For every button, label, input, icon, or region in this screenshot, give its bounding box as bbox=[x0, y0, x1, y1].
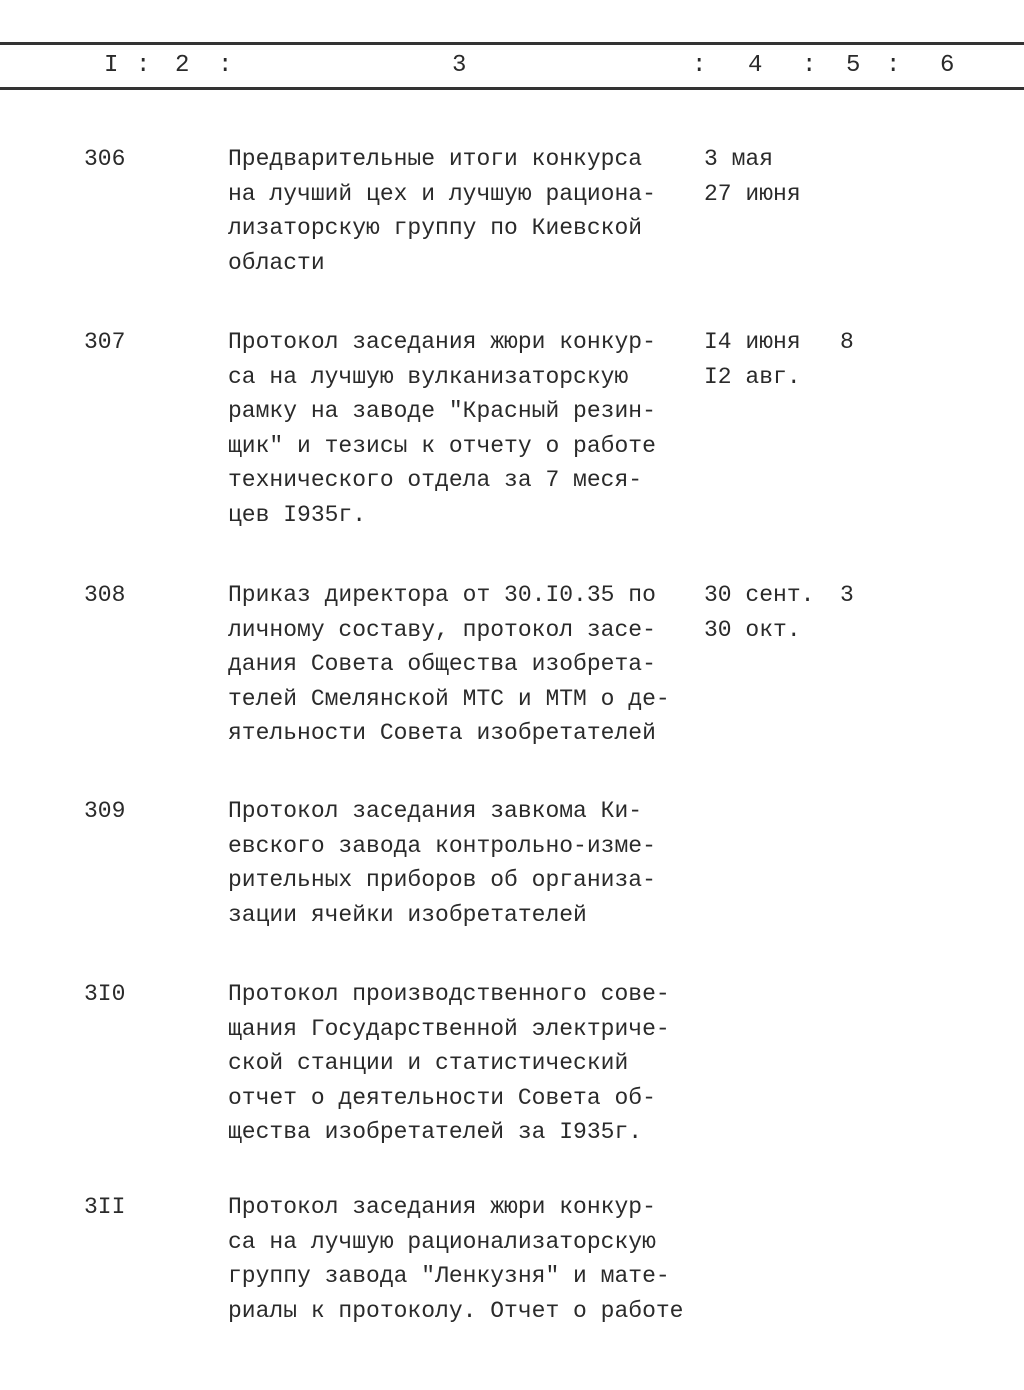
description-line: рительных приборов об организа- bbox=[228, 867, 656, 893]
entry-number: 3I0 bbox=[84, 981, 126, 1007]
description-line: ятельности Совета изобретателей bbox=[228, 720, 656, 746]
column-header-4: 4 bbox=[748, 52, 763, 79]
date-line: 30 окт. bbox=[704, 616, 801, 643]
entry-description bbox=[228, 142, 656, 280]
entry-dates bbox=[704, 578, 814, 647]
description-line: Протокол заседания жюри конкур- bbox=[228, 329, 656, 355]
description-line: цев I935г. bbox=[228, 501, 367, 528]
entry-description bbox=[228, 1190, 683, 1328]
description-line: Протокол заседания жюри конкур- bbox=[228, 1194, 656, 1220]
description-line: зации ячейки изобретателей bbox=[228, 901, 587, 928]
description-line: щества изобретателей за I935г. bbox=[228, 1119, 643, 1145]
date-line: 27 июня bbox=[704, 180, 801, 207]
column-header-5: 5 bbox=[846, 52, 861, 79]
description-line: щик" и тезисы к отчету о работе bbox=[228, 432, 656, 459]
description-line: дания Совета общества изобрета- bbox=[228, 651, 656, 677]
description-line: группу завода "Ленкузня" и мате- bbox=[228, 1263, 670, 1289]
column-separator: : bbox=[218, 52, 233, 79]
entry-sheet-count: 8 bbox=[840, 329, 854, 355]
description-line: риалы к протоколу. Отчет о работе bbox=[228, 1297, 684, 1324]
description-line: ской станции и статистический bbox=[228, 1050, 629, 1076]
entry-description bbox=[228, 325, 656, 532]
header-bottom-rule bbox=[0, 87, 1024, 90]
column-separator: : bbox=[692, 52, 707, 79]
entry-dates bbox=[704, 142, 801, 211]
date-line: I2 авг. bbox=[704, 363, 801, 390]
column-header-2: 2 bbox=[175, 52, 190, 79]
description-line: области bbox=[228, 249, 325, 276]
header-top-rule bbox=[0, 42, 1024, 45]
description-line: Протокол заседания завкома Ки- bbox=[228, 798, 643, 824]
column-separator: : bbox=[802, 52, 817, 79]
entry-number: 309 bbox=[84, 798, 126, 824]
entry-sheet-count: 3 bbox=[840, 582, 854, 608]
description-line: Предварительные итоги конкурса bbox=[228, 146, 643, 172]
description-line: технического отдела за 7 меся- bbox=[228, 467, 643, 493]
description-line: евского завода контрольно-изме- bbox=[228, 832, 656, 859]
column-separator: : bbox=[886, 52, 901, 79]
date-line: 3 мая bbox=[704, 146, 774, 172]
column-header-1: I bbox=[104, 52, 119, 79]
description-line: телей Смелянской МТС и МТМ о де- bbox=[228, 685, 670, 712]
entry-number: 3II bbox=[84, 1194, 126, 1220]
description-line: са на лучшую вулканизаторскую bbox=[228, 363, 629, 390]
description-line: отчет о деятельности Совета об- bbox=[228, 1084, 656, 1111]
entry-number: 308 bbox=[84, 582, 126, 608]
entry-number: 307 bbox=[84, 329, 126, 355]
description-line: са на лучшую рационализаторскую bbox=[228, 1228, 656, 1255]
description-line: рамку на заводе "Красный резин- bbox=[228, 398, 656, 424]
description-line: Протокол производственного сове- bbox=[228, 981, 670, 1007]
date-line: 30 сент. bbox=[704, 582, 815, 608]
column-header-3: 3 bbox=[452, 52, 467, 79]
entry-description bbox=[228, 794, 656, 932]
description-line: личному составу, протокол засе- bbox=[228, 616, 656, 643]
entry-dates bbox=[704, 325, 801, 394]
entry-number: 306 bbox=[84, 146, 126, 172]
description-line: щания Государственной электриче- bbox=[228, 1015, 670, 1042]
column-header-6: 6 bbox=[940, 52, 955, 79]
entry-description bbox=[228, 977, 670, 1150]
description-line: лизаторскую группу по Киевской bbox=[228, 215, 643, 241]
description-line: на лучший цех и лучшую рациона- bbox=[228, 180, 656, 207]
description-line: Приказ директора от 30.I0.35 по bbox=[228, 582, 656, 608]
column-separator: : bbox=[136, 52, 151, 79]
date-line: I4 июня bbox=[704, 329, 801, 355]
entry-description bbox=[228, 578, 670, 751]
